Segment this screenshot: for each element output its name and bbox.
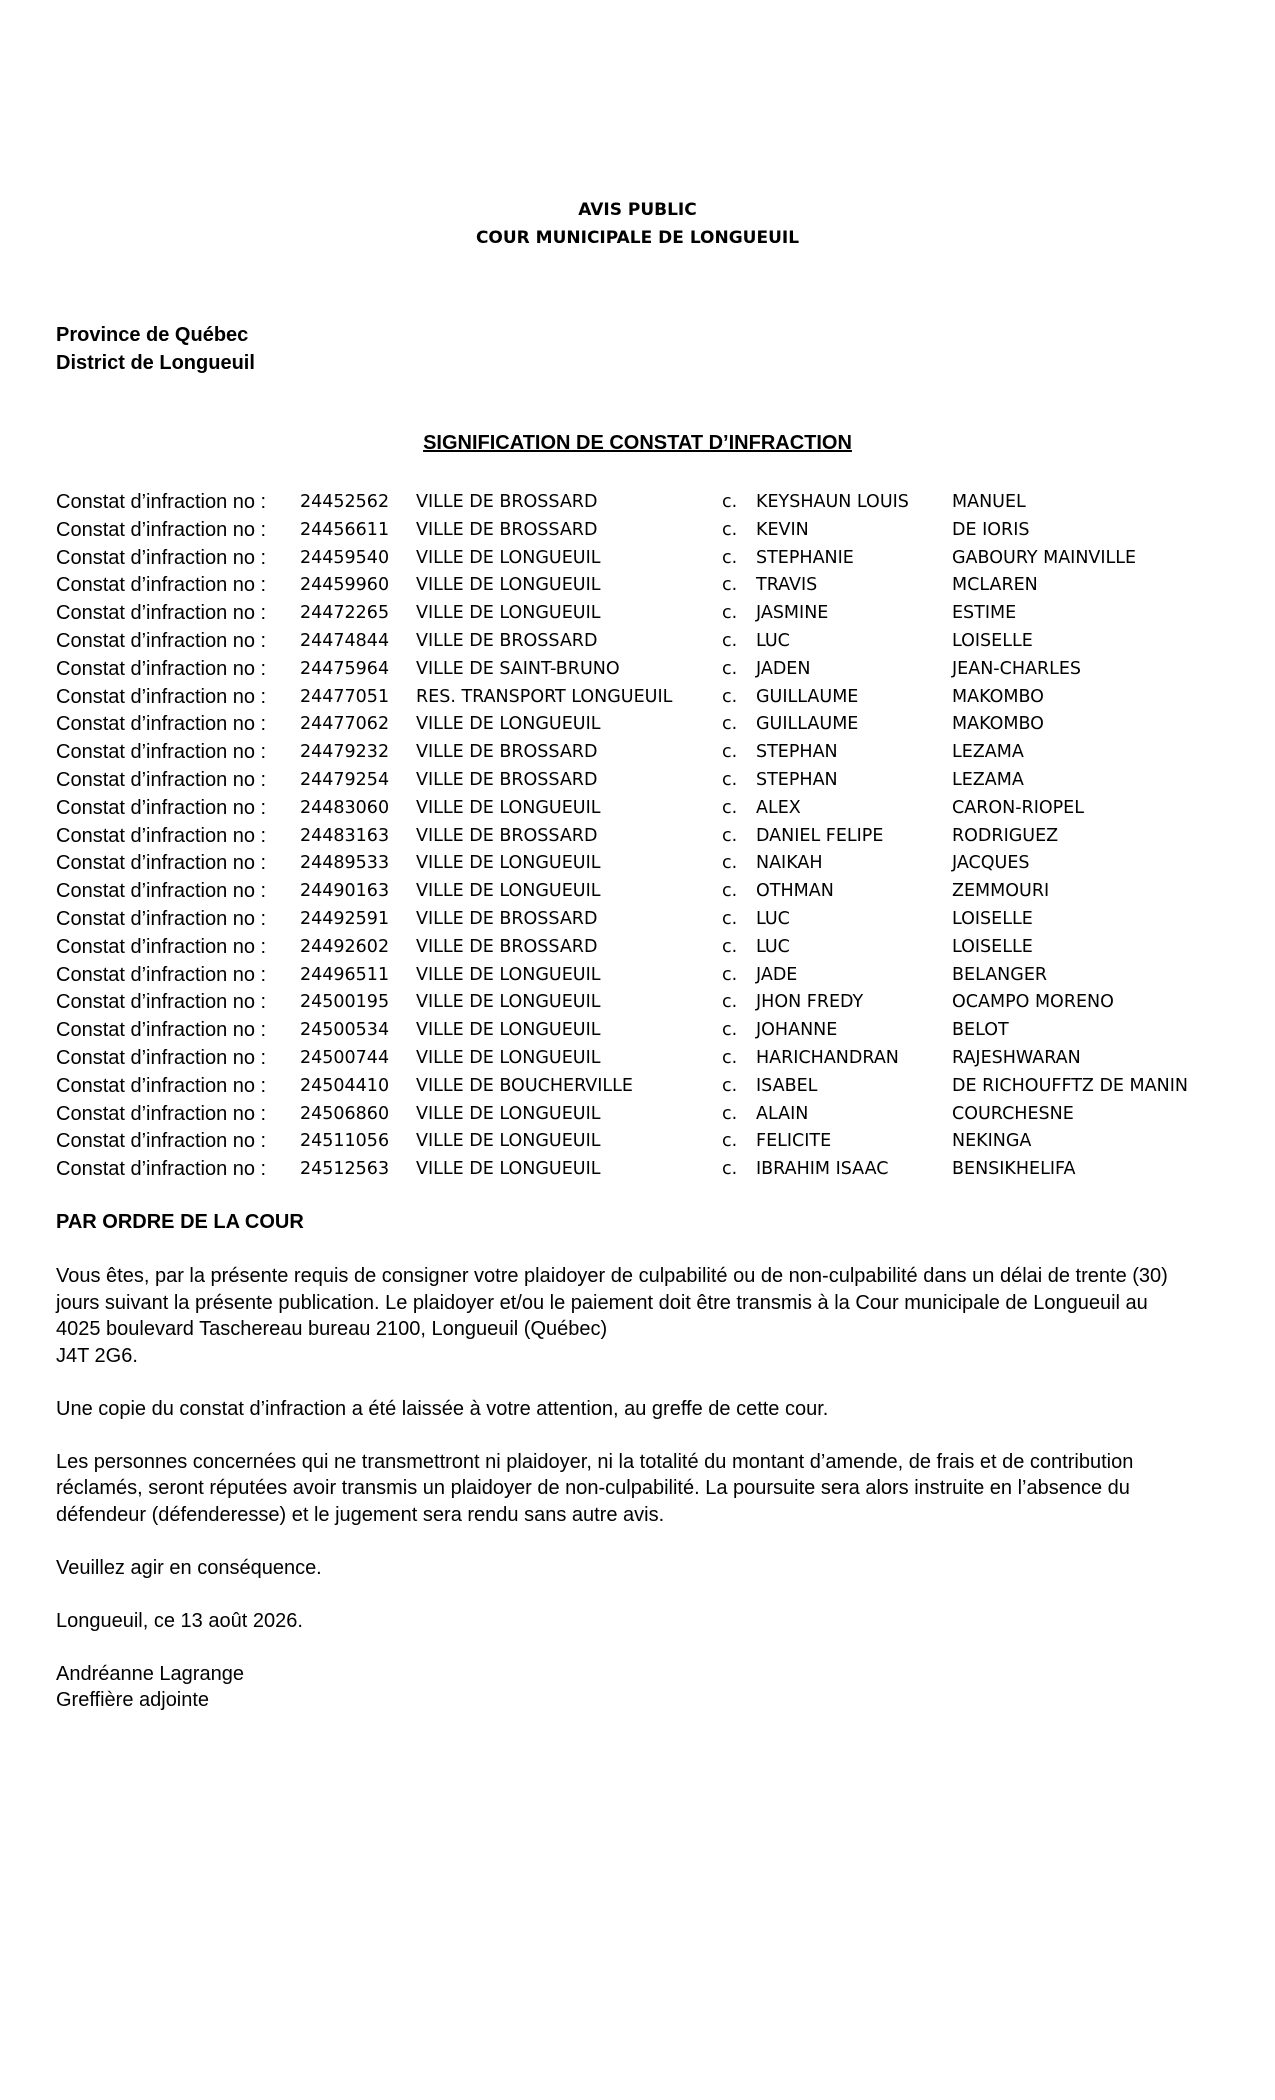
prosecutor: VILLE DE BROSSARD: [416, 742, 598, 763]
versus-marker: c.: [722, 1103, 738, 1124]
row-label: Constat d’infraction no :: [56, 852, 267, 875]
defendant-first-name: LUC: [756, 908, 790, 929]
versus-marker: c.: [722, 881, 738, 902]
versus-marker: c.: [722, 686, 738, 707]
row-label: Constat d’infraction no :: [56, 602, 267, 625]
defendant-last-name: ZEMMOURI: [952, 881, 1050, 902]
defendant-last-name: RAJESHWARAN: [952, 1047, 1081, 1068]
versus-marker: c.: [722, 742, 738, 763]
prosecutor: VILLE DE BROSSARD: [416, 825, 598, 846]
row-label: Constat d’infraction no :: [56, 1158, 267, 1181]
defendant-last-name: GABOURY MAINVILLE: [952, 547, 1137, 568]
prosecutor: VILLE DE LONGUEUIL: [416, 1159, 601, 1180]
defendant-first-name: ALAIN: [756, 1103, 809, 1124]
row-label: Constat d’infraction no :: [56, 491, 267, 513]
defendant-first-name: JHON FREDY: [756, 992, 864, 1013]
prosecutor: VILLE DE LONGUEUIL: [416, 1020, 601, 1041]
infraction-row: [56, 1101, 1246, 1129]
prosecutor: VILLE DE LONGUEUIL: [416, 964, 601, 985]
defendant-first-name: STEPHAN: [756, 742, 838, 763]
versus-marker: c.: [722, 519, 738, 540]
versus-marker: c.: [722, 714, 738, 735]
row-label: Constat d’infraction no :: [56, 796, 267, 819]
versus-marker: c.: [722, 1020, 738, 1041]
defendant-first-name: TRAVIS: [756, 575, 818, 596]
prosecutor: VILLE DE LONGUEUIL: [416, 1047, 601, 1068]
prosecutor: VILLE DE BROSSARD: [416, 630, 598, 651]
infraction-row: [56, 1017, 1246, 1045]
row-label: Constat d’infraction no :: [56, 1102, 267, 1125]
signature-block: [56, 1661, 1226, 1714]
infraction-row: [56, 823, 1246, 851]
defendant-last-name: MCLAREN: [952, 575, 1038, 596]
defendant-last-name: CARON-RIOPEL: [952, 797, 1084, 818]
infraction-row: [56, 906, 1246, 934]
defendant-first-name: GUILLAUME: [756, 714, 859, 735]
infraction-number: 24459960: [300, 575, 390, 596]
prosecutor: VILLE DE LONGUEUIL: [416, 575, 601, 596]
defendant-first-name: JADEN: [756, 658, 811, 679]
defendant-last-name: ESTIME: [952, 603, 1017, 624]
prosecutor: VILLE DE LONGUEUIL: [416, 853, 601, 874]
infraction-number: 24492602: [300, 936, 390, 957]
defendant-first-name: NAIKAH: [756, 853, 823, 874]
infraction-number: 24512563: [300, 1159, 390, 1180]
defendant-last-name: LEZAMA: [952, 769, 1024, 790]
row-label: Constat d’infraction no :: [56, 713, 267, 736]
infraction-number: 24456611: [300, 519, 390, 540]
defendant-last-name: MAKOMBO: [952, 686, 1044, 707]
row-label: Constat d’infraction no :: [56, 629, 267, 652]
versus-marker: c.: [722, 1131, 738, 1152]
prosecutor: VILLE DE BROSSARD: [416, 908, 598, 929]
date-line: Longueuil, ce 13 août 2026.: [56, 1609, 303, 1632]
defendant-first-name: GUILLAUME: [756, 686, 859, 707]
infraction-number: 24479232: [300, 742, 390, 763]
defendant-first-name: STEPHANIE: [756, 547, 854, 568]
defendant-first-name: ISABEL: [756, 1075, 818, 1096]
defendant-first-name: ALEX: [756, 797, 801, 818]
defendant-last-name: DE RICHOUFFTZ DE MANIN: [952, 1075, 1188, 1096]
prosecutor: VILLE DE LONGUEUIL: [416, 714, 601, 735]
text-line: 4025 boulevard Taschereau bureau 2100, Longueuil (Québec): [56, 1318, 608, 1340]
versus-marker: c.: [722, 1047, 738, 1068]
prosecutor: VILLE DE LONGUEUIL: [416, 547, 601, 568]
infraction-number: 24500744: [300, 1047, 390, 1068]
defendant-first-name: JASMINE: [756, 603, 829, 624]
defendant-first-name: FELICITE: [756, 1131, 832, 1152]
defendant-first-name: LUC: [756, 936, 790, 957]
text-line: Les personnes concernées qui ne transmettront ni plaidoyer, ni la totalité du montant d’amende, de frais et de contribution: [56, 1450, 1134, 1473]
infraction-number: 24496511: [300, 964, 390, 985]
infraction-number: 24483060: [300, 797, 390, 818]
row-label: Constat d’infraction no :: [56, 824, 267, 847]
defendant-last-name: LOISELLE: [952, 630, 1033, 651]
row-label: Constat d’infraction no :: [56, 991, 267, 1014]
versus-marker: c.: [722, 547, 738, 568]
section-title: SIGNIFICATION DE CONSTAT D’INFRACTION: [423, 432, 852, 454]
prosecutor: VILLE DE LONGUEUIL: [416, 1131, 601, 1152]
infraction-row: [56, 989, 1246, 1017]
infraction-number: 24492591: [300, 908, 390, 929]
infraction-number: 24483163: [300, 825, 390, 846]
row-label: Constat d’infraction no :: [56, 768, 267, 791]
text-line: J4T 2G6.: [56, 1344, 138, 1367]
infraction-number: 24479254: [300, 769, 390, 790]
defendant-last-name: MANUEL: [952, 492, 1026, 512]
infraction-list: [56, 489, 1246, 1184]
infraction-row: [56, 545, 1246, 573]
infraction-row: [56, 628, 1246, 656]
versus-marker: c.: [722, 797, 738, 818]
row-label: Constat d’infraction no :: [56, 574, 267, 597]
defendant-first-name: IBRAHIM ISAAC: [756, 1159, 889, 1180]
infraction-row: [56, 684, 1246, 712]
defendant-last-name: BENSIKHELIFA: [952, 1159, 1076, 1180]
prosecutor: VILLE DE SAINT-BRUNO: [416, 658, 620, 679]
row-label: Constat d’infraction no :: [56, 935, 267, 958]
infraction-row: [56, 517, 1246, 545]
prosecutor: RES. TRANSPORT LONGUEUIL: [416, 686, 673, 707]
infraction-number: 24489533: [300, 853, 390, 874]
prosecutor: VILLE DE LONGUEUIL: [416, 881, 601, 902]
row-label: Constat d’infraction no :: [56, 1074, 267, 1097]
text-line: défendeur (défenderesse) et le jugement sera rendu sans autre avis.: [56, 1503, 665, 1526]
defendant-last-name: LOISELLE: [952, 936, 1033, 957]
defendant-first-name: OTHMAN: [756, 881, 834, 902]
infraction-row: [56, 1128, 1246, 1156]
paragraph-plea: [56, 1263, 1226, 1369]
row-label: Constat d’infraction no :: [56, 685, 267, 708]
infraction-number: 24490163: [300, 881, 390, 902]
defendant-first-name: DANIEL FELIPE: [756, 825, 884, 846]
versus-marker: c.: [722, 603, 738, 624]
versus-marker: c.: [722, 936, 738, 957]
prosecutor: VILLE DE LONGUEUIL: [416, 992, 601, 1013]
prosecutor: VILLE DE LONGUEUIL: [416, 1103, 601, 1124]
notice-body: [56, 1263, 1226, 1740]
row-label: Constat d’infraction no :: [56, 741, 267, 764]
row-label: Constat d’infraction no :: [56, 1019, 267, 1042]
infraction-number: 24504410: [300, 1075, 390, 1096]
court-name: COUR MUNICIPALE DE LONGUEUIL: [475, 228, 800, 248]
defendant-last-name: BELANGER: [952, 964, 1048, 985]
text-line: réclamés, seront réputées avoir transmis un plaidoyer de non-culpabilité. La poursuite sera alors instruite en l’absence du: [56, 1477, 1130, 1499]
prosecutor: VILLE DE BROSSARD: [416, 492, 598, 512]
defendant-first-name: LUC: [756, 630, 790, 651]
infraction-row: [56, 934, 1246, 962]
defendant-last-name: COURCHESNE: [952, 1103, 1074, 1124]
row-label: Constat d’infraction no :: [56, 963, 267, 986]
infraction-row: [56, 850, 1246, 878]
signature-title: Greffière adjointe: [56, 1689, 210, 1711]
defendant-last-name: BELOT: [952, 1020, 1009, 1041]
row-label: Constat d’infraction no :: [56, 880, 267, 903]
row-label: Constat d’infraction no :: [56, 546, 267, 569]
paragraph-act: Veuillez agir en conséquence.: [56, 1556, 322, 1579]
defendant-last-name: MAKOMBO: [952, 714, 1044, 735]
defendant-last-name: LEZAMA: [952, 742, 1024, 763]
versus-marker: c.: [722, 825, 738, 846]
infraction-number: 24477062: [300, 714, 390, 735]
prosecutor: VILLE DE BROSSARD: [416, 936, 598, 957]
defendant-first-name: JOHANNE: [756, 1020, 838, 1041]
infraction-row: [56, 600, 1246, 628]
infraction-row: [56, 572, 1246, 600]
paragraph-copy: Une copie du constat d’infraction a été laissée à votre attention, au greffe de cette cour.: [56, 1397, 829, 1420]
versus-marker: c.: [722, 492, 738, 512]
row-label: Constat d’infraction no :: [56, 1046, 267, 1069]
notice-header: [0, 196, 1275, 252]
row-label: Constat d’infraction no :: [56, 1130, 267, 1153]
province-label: Province de Québec: [56, 324, 249, 346]
infraction-row: [56, 1045, 1246, 1073]
infraction-row: [56, 767, 1246, 795]
defendant-last-name: OCAMPO MORENO: [952, 992, 1114, 1013]
signature-name: Andréanne Lagrange: [56, 1662, 244, 1685]
infraction-row: [56, 1156, 1246, 1184]
text-line: Vous êtes, par la présente requis de consigner votre plaidoyer de culpabilité ou de non-culpabilité dans un délai de trente (30): [56, 1265, 1168, 1287]
defendant-first-name: JADE: [756, 964, 798, 985]
notice-title: AVIS PUBLIC: [578, 200, 697, 220]
paragraph-consequence: [56, 1449, 1226, 1529]
prosecutor: VILLE DE BROSSARD: [416, 769, 598, 790]
infraction-row: [56, 656, 1246, 684]
infraction-row: [56, 489, 1246, 517]
defendant-last-name: JEAN-CHARLES: [952, 658, 1082, 679]
defendant-first-name: HARICHANDRAN: [756, 1047, 899, 1068]
defendant-last-name: NEKINGA: [952, 1131, 1032, 1152]
infraction-number: 24477051: [300, 686, 390, 707]
infraction-number: 24500195: [300, 992, 390, 1013]
infraction-row: [56, 795, 1246, 823]
versus-marker: c.: [722, 964, 738, 985]
defendant-first-name: KEVIN: [756, 519, 809, 540]
infraction-number: 24506860: [300, 1103, 390, 1124]
versus-marker: c.: [722, 658, 738, 679]
prosecutor: VILLE DE LONGUEUIL: [416, 797, 601, 818]
infraction-number: 24475964: [300, 658, 390, 679]
prosecutor: VILLE DE BOUCHERVILLE: [416, 1075, 633, 1096]
jurisdiction-block: [56, 321, 255, 377]
defendant-last-name: RODRIGUEZ: [952, 825, 1059, 846]
versus-marker: c.: [722, 1159, 738, 1180]
versus-marker: c.: [722, 630, 738, 651]
defendant-first-name: KEYSHAUN LOUIS: [756, 492, 909, 512]
infraction-number: 24472265: [300, 603, 390, 624]
defendant-last-name: JACQUES: [952, 853, 1030, 874]
infraction-row: [56, 1073, 1246, 1101]
infraction-number: 24459540: [300, 547, 390, 568]
defendant-first-name: STEPHAN: [756, 769, 838, 790]
infraction-number: 24474844: [300, 630, 390, 651]
versus-marker: c.: [722, 1075, 738, 1096]
district-label: District de Longueuil: [56, 352, 255, 374]
versus-marker: c.: [722, 853, 738, 874]
infraction-row: [56, 962, 1246, 990]
row-label: Constat d’infraction no :: [56, 518, 267, 541]
defendant-last-name: DE IORIS: [952, 519, 1030, 540]
infraction-number: 24452562: [300, 492, 390, 512]
text-line: jours suivant la présente publication. Le plaidoyer et/ou le paiement doit être transmis à la Cour municipale de Longueuil au: [56, 1291, 1148, 1314]
defendant-last-name: LOISELLE: [952, 908, 1033, 929]
infraction-row: [56, 878, 1246, 906]
prosecutor: VILLE DE BROSSARD: [416, 519, 598, 540]
versus-marker: c.: [722, 769, 738, 790]
row-label: Constat d’infraction no :: [56, 907, 267, 930]
infraction-row: [56, 739, 1246, 767]
versus-marker: c.: [722, 575, 738, 596]
order-title: PAR ORDRE DE LA COUR: [56, 1211, 304, 1233]
infraction-row: [56, 711, 1246, 739]
versus-marker: c.: [722, 992, 738, 1013]
infraction-number: 24500534: [300, 1020, 390, 1041]
row-label: Constat d’infraction no :: [56, 657, 267, 680]
prosecutor: VILLE DE LONGUEUIL: [416, 603, 601, 624]
infraction-number: 24511056: [300, 1131, 390, 1152]
versus-marker: c.: [722, 908, 738, 929]
